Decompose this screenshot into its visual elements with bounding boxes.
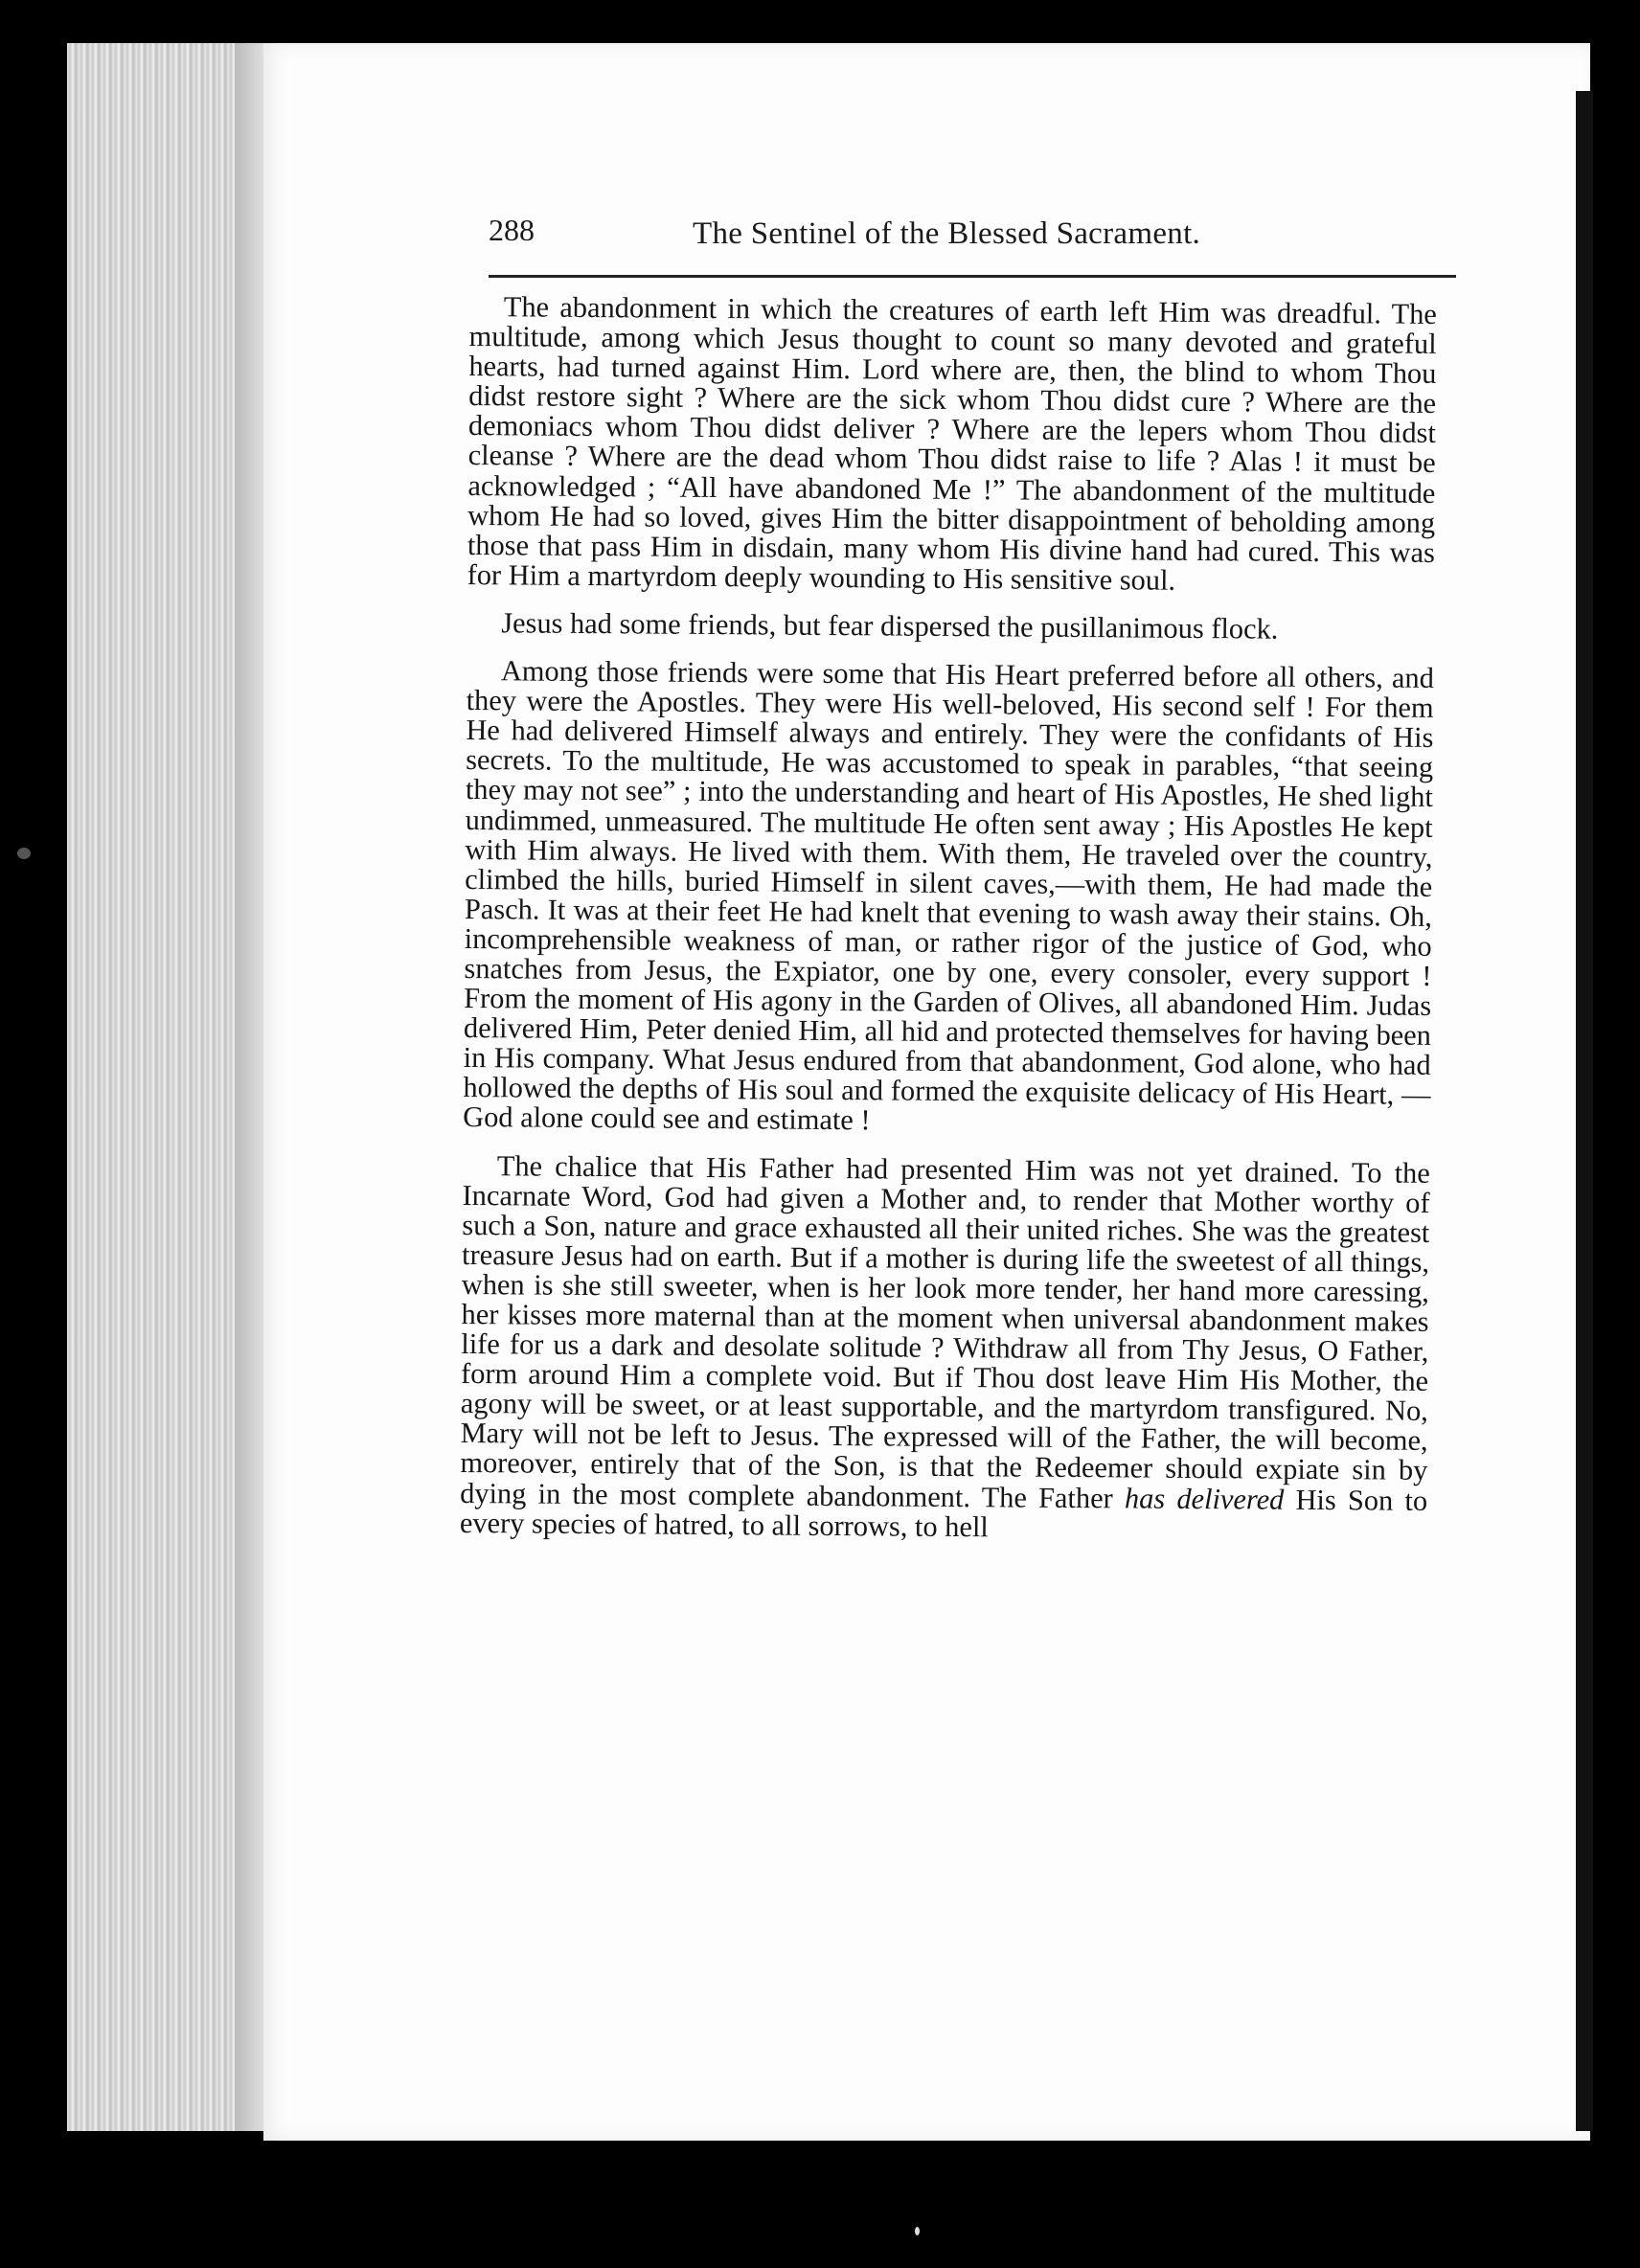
- page-number: 288: [489, 213, 535, 247]
- italic-emphasis: has delivered: [1124, 1481, 1285, 1516]
- scan-speck: [915, 2227, 920, 2235]
- running-title: The Sentinel of the Blessed Sacrament.: [693, 216, 1201, 251]
- paragraph: Jesus had some friends, but fear dispersed the pusillanimous flock.: [501, 606, 1279, 646]
- paragraph: Among those friends were some that His Heart preferred before all others, and they were the Apostles. They were His well-beloved, His second self ! For them He had delivered Himself always and entirely. They were the confidants of His secrets. To the multitude, He was accustomed to speak in parables, “that seeing they may not see” ; into the understanding and heart of His Apostles, He shed light undimmed, unmeasured. The multitude He often sent away ; His Apostles He kept with Him always. He lived with them. With them, He traveled over the country, climbed the hills, buried Himself in silent caves,—with them, He had made the Pasch. It was at their feet He had knelt that evening to wash away their stains. Oh, incomprehensible weakness of man, or rather rigor of the justice of God, who snatches from Jesus, the Expiator, one by one, every consoler, every support ! From the moment of His agony in the Garden of Olives, all abandoned Him. Judas delivered Him, Peter denied Him, all hid and protected themselves for having been in His company. What Jesus endured from that abandonment, God alone, who had hollowed the depths of His soul and formed the exquisite delicacy of His Heart, — God alone could see and estimate !: [463, 654, 1434, 1137]
- paragraph: [459, 1148, 1430, 1546]
- text-run: His Son to every species of hatred, to all sorrows, to hell: [459, 1483, 1428, 1543]
- page-right-edge: [1576, 91, 1593, 2131]
- paragraph: The abandonment in which the creatures of earth left Him was dreadful. The multitude, among which Jesus thought to count so many devoted and grateful hearts, had turned against Him. Lord where are, then, the blind to whom Thou didst restore sight ? Where are the sick whom Thou didst cure ? Where are the demoniacs whom Thou didst deliver ? Where are the lepers whom Thou didst cleanse ? Where are the dead whom Thou didst raise to life ? Alas ! it must be acknowledged ; “All have abandoned Me !” The abandonment of the multitude whom He had so loved, gives Him the bitter disappointment of beholding among those that pass Him in disdain, many whom His divine hand had cured. This was for Him a martyrdom deeply wounding to His sensitive soul.: [467, 290, 1437, 597]
- text-run: The chalice that His Father had presented Him was not yet drained. To the Incarnate Word, God had given a Mother and, to render that Mother worthy of such a Son, nature and grace exhausted all their united riches. She was the greatest treasure Jesus had on earth. But if a mother is during life the sweetest of all things, when is she still sweeter, when is her look more tender, her hand more caressing, her kisses more maternal than at the moment when universal abandonment makes life for us a dark and desolate solitude ? Withdraw all from Thy Jesus, O Father, form around Him a complete void. But if Thou dost leave Him His Mother, the agony will be sweet, or at least supportable, and the martyrdom transfigured. No, Mary will not be left to Jesus. The expressed will of the Father, the will become, moreover, entirely that of the Son, is that the Redeemer should expiate sin by dying in the most complete abandonment. The Father: [460, 1148, 1430, 1514]
- scan-speck: [17, 848, 31, 859]
- header-rule: [489, 275, 1456, 278]
- page-header: [489, 213, 1456, 266]
- body-text: [460, 292, 1437, 1546]
- book-page-edges: [67, 43, 259, 2131]
